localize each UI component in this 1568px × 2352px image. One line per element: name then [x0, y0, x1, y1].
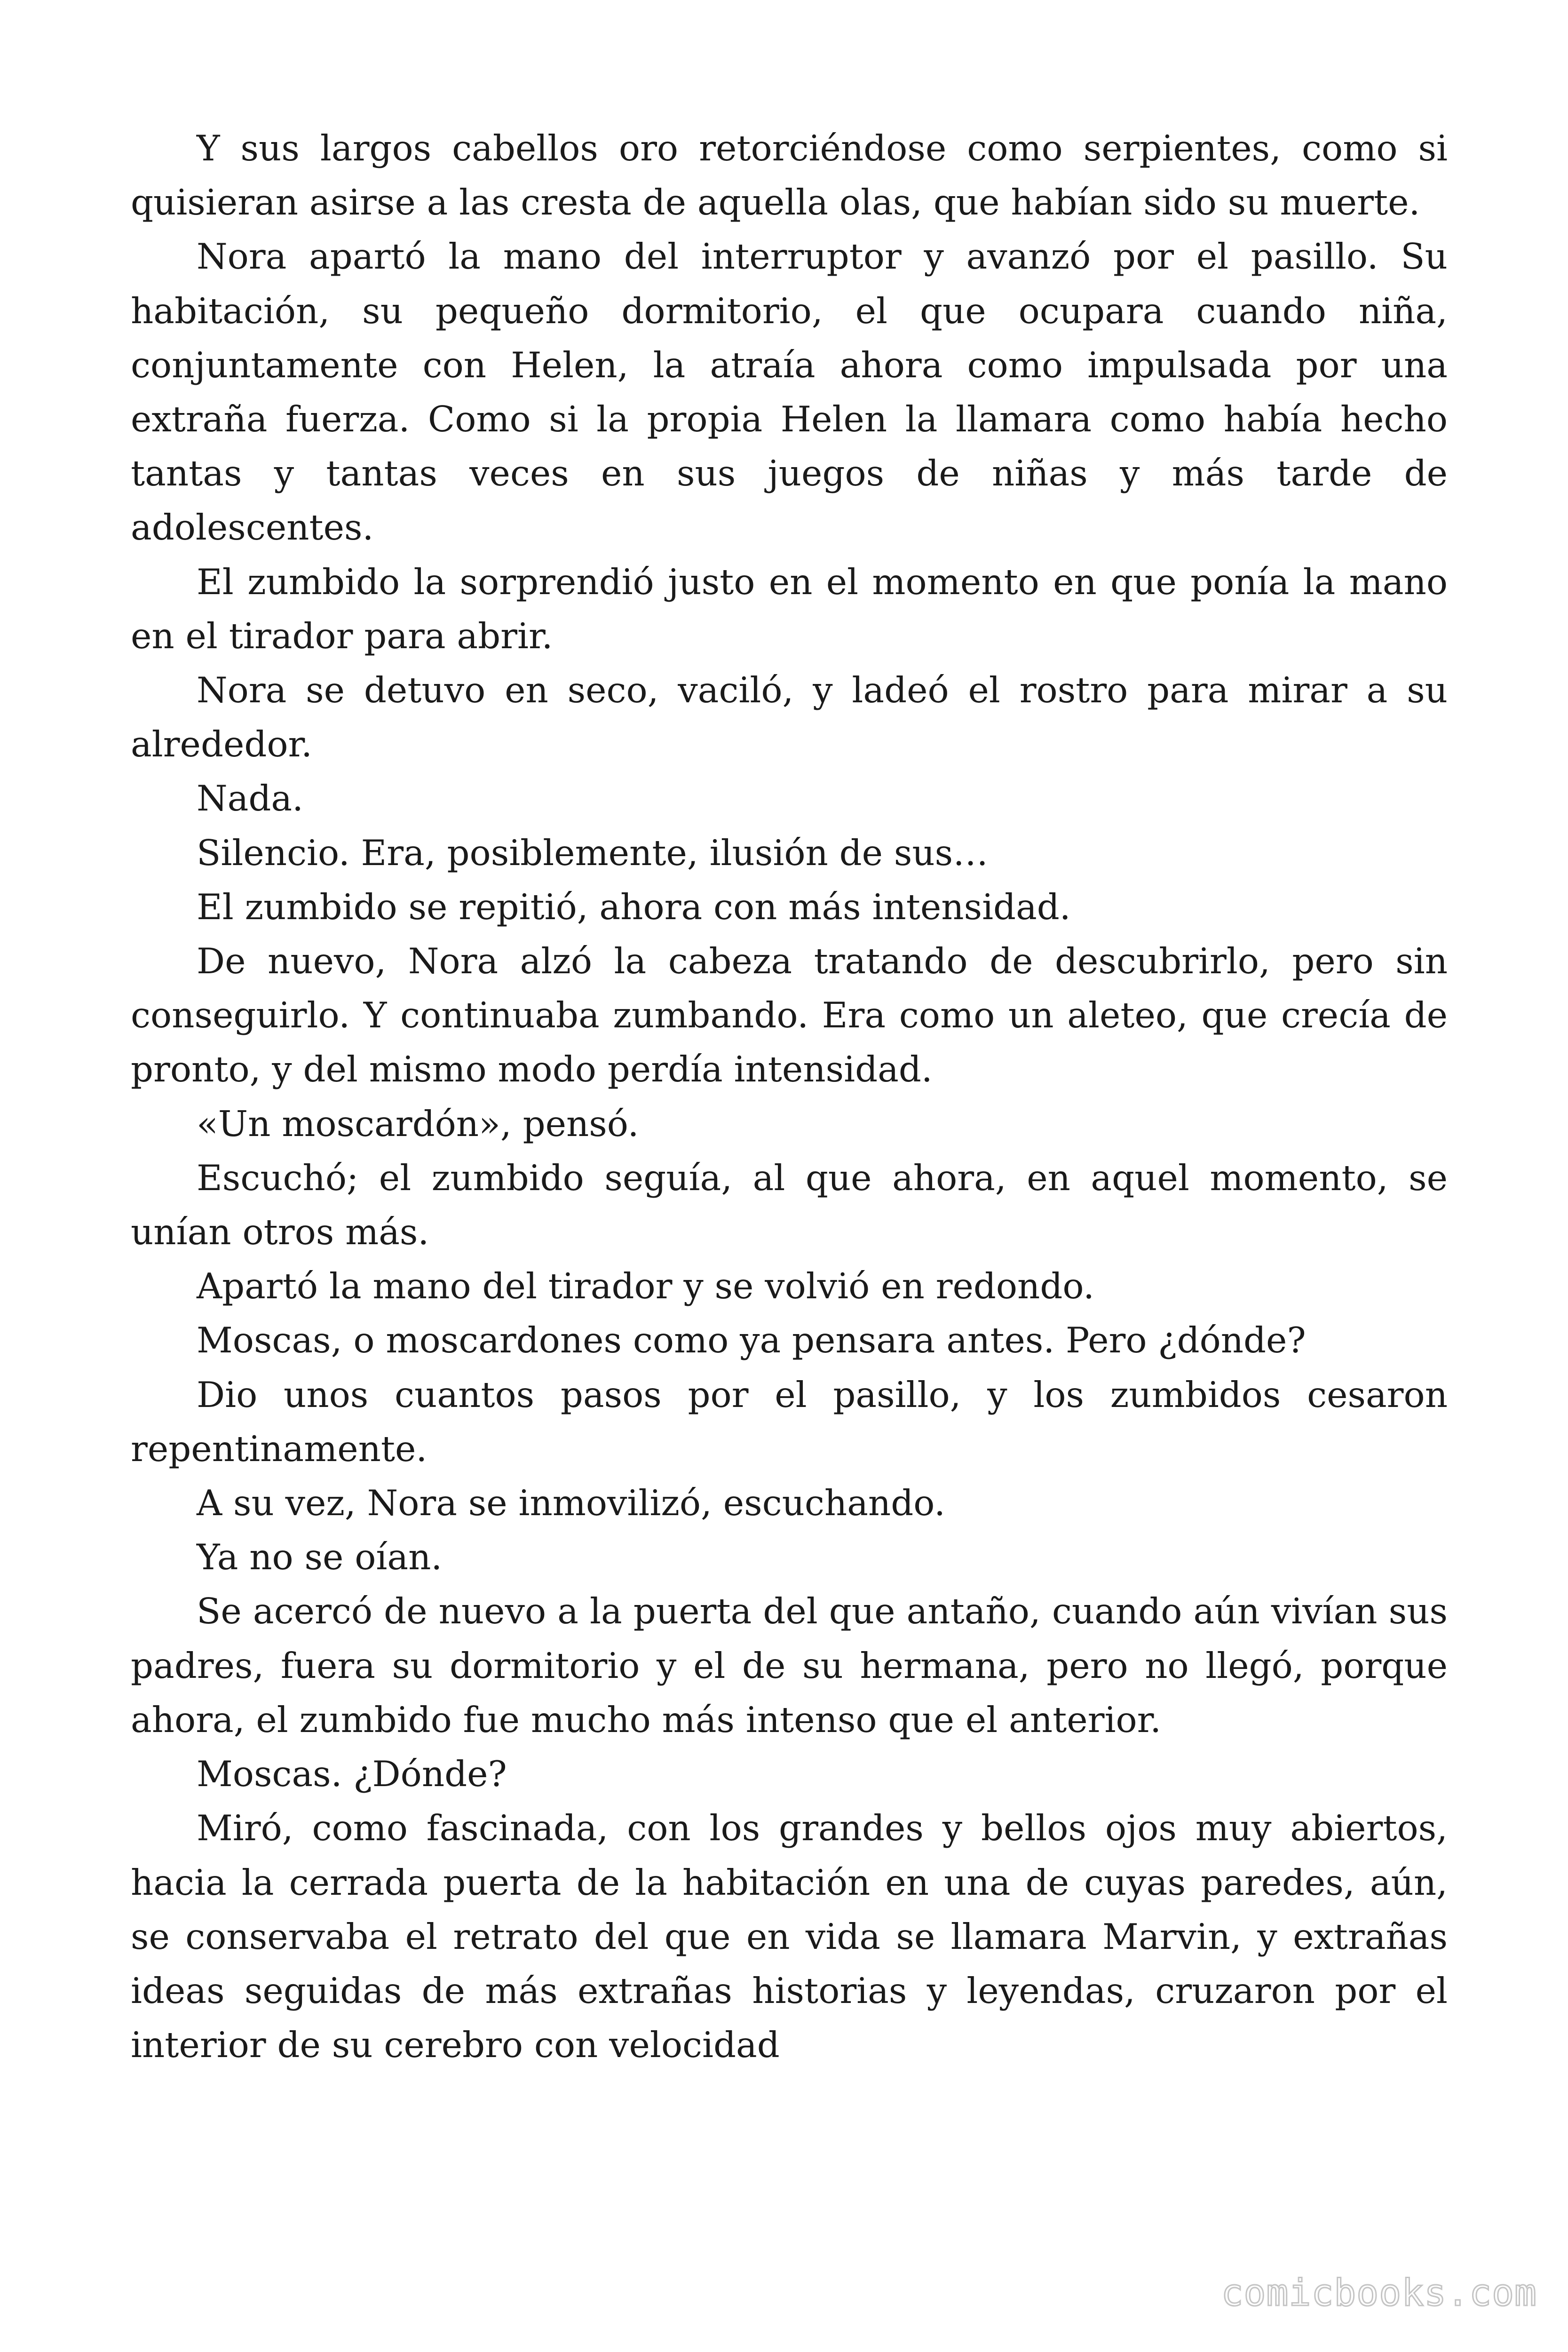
paragraph: Nada.	[197, 778, 303, 819]
paragraph: Nora se detuvo en seco, vaciló, y ladeó el rostro para mirar a su alrededor.	[131, 669, 1448, 765]
paragraph: El zumbido se repitió, ahora con más intensidad.	[197, 886, 1071, 928]
paragraph: Se acercó de nuevo a la puerta del que antaño, cuando aún vivían sus padres, fuera su dormitorio y el de su hermana, pero no llegó, porque ahora, el zumbido fue mucho más intenso que el anterior.	[131, 1590, 1448, 1740]
paragraph: Moscas. ¿Dónde?	[197, 1753, 507, 1795]
paragraph: A su vez, Nora se inmovilizó, escuchando.	[197, 1482, 945, 1524]
body-text	[131, 121, 1448, 2072]
paragraph: Moscas, o moscardones como ya pensara antes. Pero ¿dónde?	[197, 1319, 1306, 1361]
paragraph: Nora apartó la mano del interruptor y avanzó por el pasillo. Su habitación, su pequeño dormitorio, el que ocupara cuando niña, conjuntamente con Helen, la atraía ahora como impulsada por una extraña fuerza. Como si la propia Helen la llamara como había hecho tantas y tantas veces en sus juegos de niñas y más tarde de adolescentes.	[131, 236, 1448, 548]
paragraph: Miró, como fascinada, con los grandes y bellos ojos muy abiertos, hacia la cerrada puerta de la habitación en una de cuyas paredes, aún, se conservaba el retrato del que en vida se llamara Marvin, y extrañas ideas seguidas de más extrañas historias y leyendas, cruzaron por el interior de su cerebro con velocidad	[131, 1807, 1448, 2066]
paragraph: Escuchó; el zumbido seguía, al que ahora, en aquel momento, se unían otros más.	[131, 1157, 1448, 1253]
paragraph: Y sus largos cabellos oro retorciéndose como serpientes, como si quisieran asirse a las cresta de aquella olas, que habían sido su muerte.	[131, 127, 1448, 223]
paragraph: El zumbido la sorprendió justo en el momento en que ponía la mano en el tirador para abrir.	[131, 561, 1448, 657]
watermark: comicbooks.com	[1221, 2272, 1537, 2314]
paragraph: Silencio. Era, posiblemente, ilusión de sus…	[197, 832, 989, 874]
paragraph: «Un moscardón», pensó.	[197, 1103, 639, 1144]
paragraph: Ya no se oían.	[197, 1536, 443, 1578]
paragraph: Dio unos cuantos pasos por el pasillo, y los zumbidos cesaron repentinamente.	[131, 1374, 1448, 1470]
paragraph: De nuevo, Nora alzó la cabeza tratando de descubrirlo, pero sin conseguirlo. Y continuaba zumbando. Era como un aleteo, que crecía de pronto, y del mismo modo perdía intensidad.	[131, 940, 1448, 1090]
paragraph: Apartó la mano del tirador y se volvió en redondo.	[197, 1265, 1095, 1307]
